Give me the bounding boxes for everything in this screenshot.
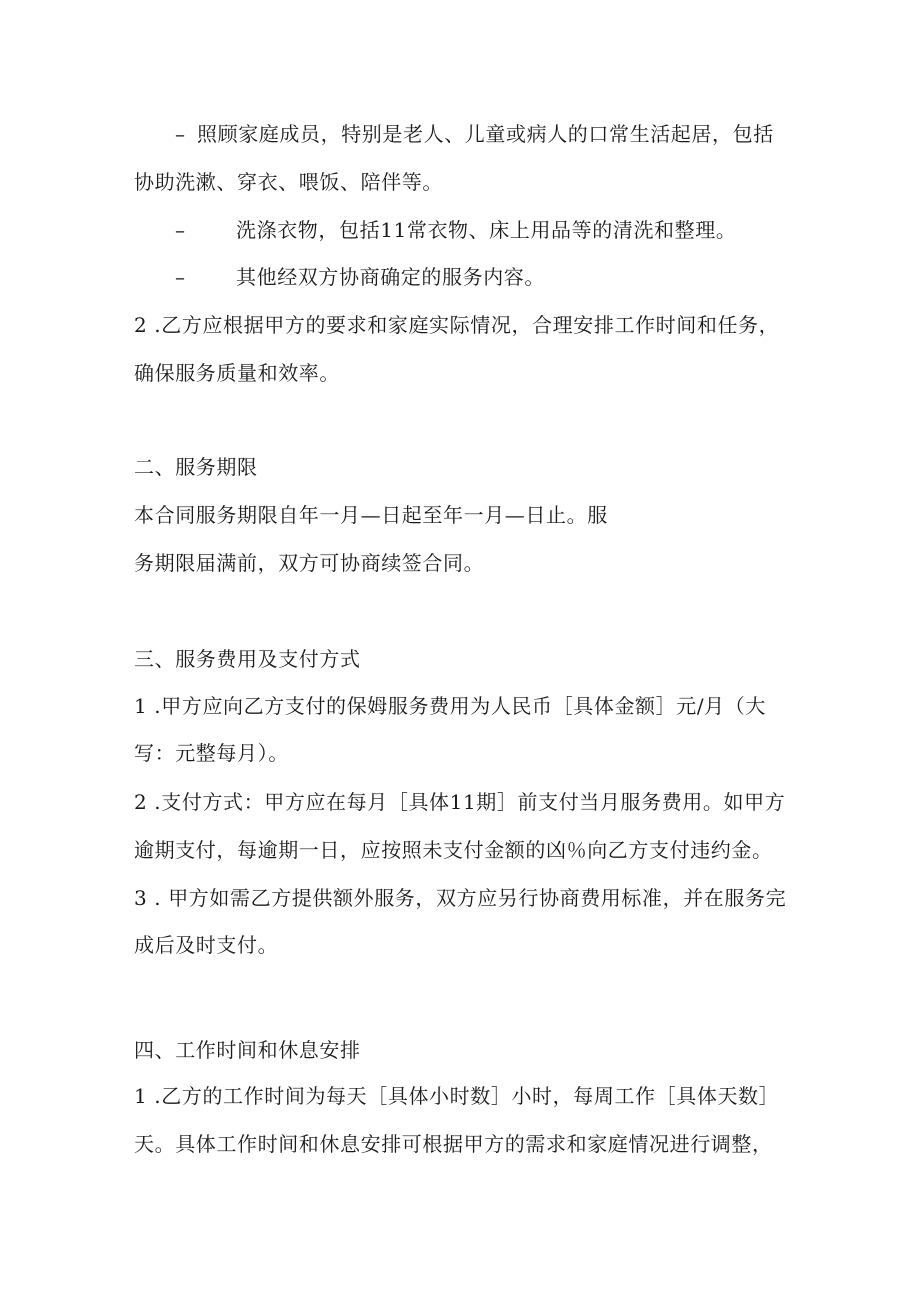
- clause-fee-amount: 1 .甲方应向乙方支付的保姆服务费用为人民币［具体金额］元/月（大: [134, 694, 766, 718]
- bullet-item-other: 其他经双方协商确定的服务内容。: [236, 265, 545, 289]
- term-text: 本合同服务期限自年一月—日起至年一月—日止。服: [134, 503, 608, 527]
- bullet-dash: –: [175, 122, 185, 146]
- term-text-cont: 务期限届满前，双方可协商续签合同。: [134, 551, 485, 575]
- bullet-dash: –: [175, 218, 185, 242]
- section-heading-fees: 三、服务费用及支付方式: [134, 647, 361, 671]
- bullet-item-care-cont: 协助洗漱、穿衣、喂饭、陪伴等。: [134, 170, 443, 194]
- clause-working-hours-cont: 天。具体工作时间和休息安排可根据甲方的需求和家庭情况进行调整，: [134, 1132, 773, 1156]
- section-heading-term: 二、服务期限: [134, 455, 258, 479]
- bullet-item-laundry: 洗涤衣物，包括11常衣物、床上用品等的清洗和整理。: [236, 218, 737, 242]
- clause-arrangement-cont: 确保服务质量和效率。: [134, 361, 340, 385]
- clause-working-hours: 1 .乙方的工作时间为每天［具体小时数］小时，每周工作［具体天数］: [134, 1084, 780, 1108]
- bullet-item-care: 照顾家庭成员，特别是老人、儿童或病人的口常生活起居，包括: [197, 122, 774, 146]
- clause-arrangement: 2 .乙方应根据甲方的要求和家庭实际情况，合理安排工作时间和任务，: [134, 313, 780, 337]
- clause-extra-services-cont: 成后及时支付。: [134, 933, 279, 957]
- section-heading-hours: 四、工作时间和休息安排: [134, 1038, 361, 1062]
- clause-payment-method-cont: 逾期支付，每逾期一日，应按照未支付金额的凶％向乙方支付违约金。: [134, 838, 773, 862]
- clause-extra-services: 3 . 甲方如需乙方提供额外服务，双方应另行协商费用标准，并在服务完: [134, 886, 787, 910]
- clause-fee-amount-cont: 写：元整每月）。: [134, 741, 289, 765]
- bullet-dash: –: [175, 265, 185, 289]
- clause-payment-method: 2 .支付方式：甲方应在每月［具体11期］前支付当月服务费用。如甲方: [134, 790, 786, 814]
